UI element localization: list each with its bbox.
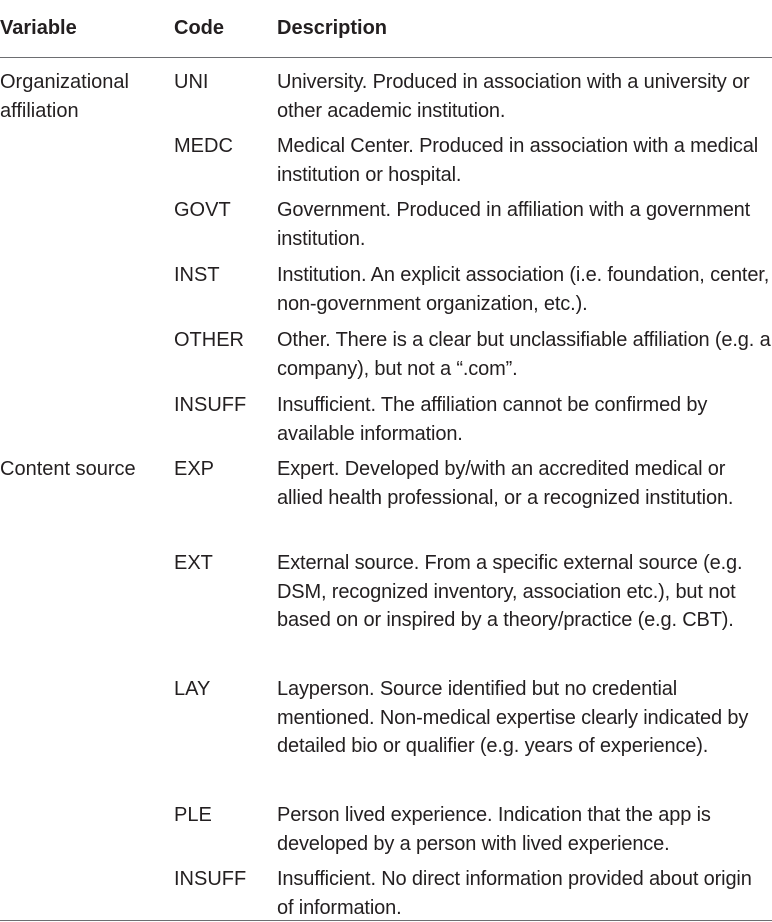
- description-cell: Institution. An explicit association (i.e. foundation, center, non-government organization, etc.).: [277, 264, 770, 315]
- code-cell: OTHER: [174, 329, 244, 351]
- description-cell: External source. From a specific external source (e.g. DSM, recognized inventory, association etc.), but not based on or inspired by a theory/practice (e.g. CBT).: [277, 552, 743, 631]
- header-variable: Variable: [0, 17, 77, 39]
- description-cell: Layperson. Source identified but no credential mentioned. Non-medical expertise clearly indicated by detailed bio or qualifier (e.g. years of experience).: [277, 678, 749, 757]
- table-bottom-rule: [0, 920, 772, 921]
- description-cell: Medical Center. Produced in association with a medical institution or hospital.: [277, 135, 759, 186]
- code-cell: EXT: [174, 552, 213, 574]
- code-cell: INST: [174, 264, 220, 286]
- header-code: Code: [174, 17, 224, 39]
- code-cell: PLE: [174, 804, 212, 826]
- code-cell: UNI: [174, 71, 209, 93]
- code-cell: MEDC: [174, 135, 233, 157]
- table-header: [0, 0, 772, 58]
- description-cell: Expert. Developed by/with an accredited medical or allied health professional, or a recognized institution.: [277, 458, 734, 509]
- description-cell: Insufficient. The affiliation cannot be confirmed by available information.: [277, 394, 708, 445]
- code-cell: INSUFF: [174, 868, 247, 890]
- description-cell: Government. Produced in affiliation with a government institution.: [277, 199, 751, 250]
- code-cell: INSUFF: [174, 394, 247, 416]
- variable-cell: Organizational affiliation: [0, 71, 129, 122]
- description-cell: University. Produced in association with a university or other academic institution.: [277, 71, 750, 122]
- code-cell: EXP: [174, 458, 215, 480]
- variable-cell: Content source: [0, 458, 136, 480]
- description-cell: Person lived experience. Indication that the app is developed by a person with lived experience.: [277, 804, 711, 855]
- description-cell: Insufficient. No direct information provided about origin of information.: [277, 868, 752, 919]
- header-description: Description: [277, 17, 388, 39]
- description-cell: Other. There is a clear but unclassifiable affiliation (e.g. a company), but not a “.com”.: [277, 329, 771, 380]
- code-cell: GOVT: [174, 199, 231, 221]
- code-cell: LAY: [174, 678, 211, 700]
